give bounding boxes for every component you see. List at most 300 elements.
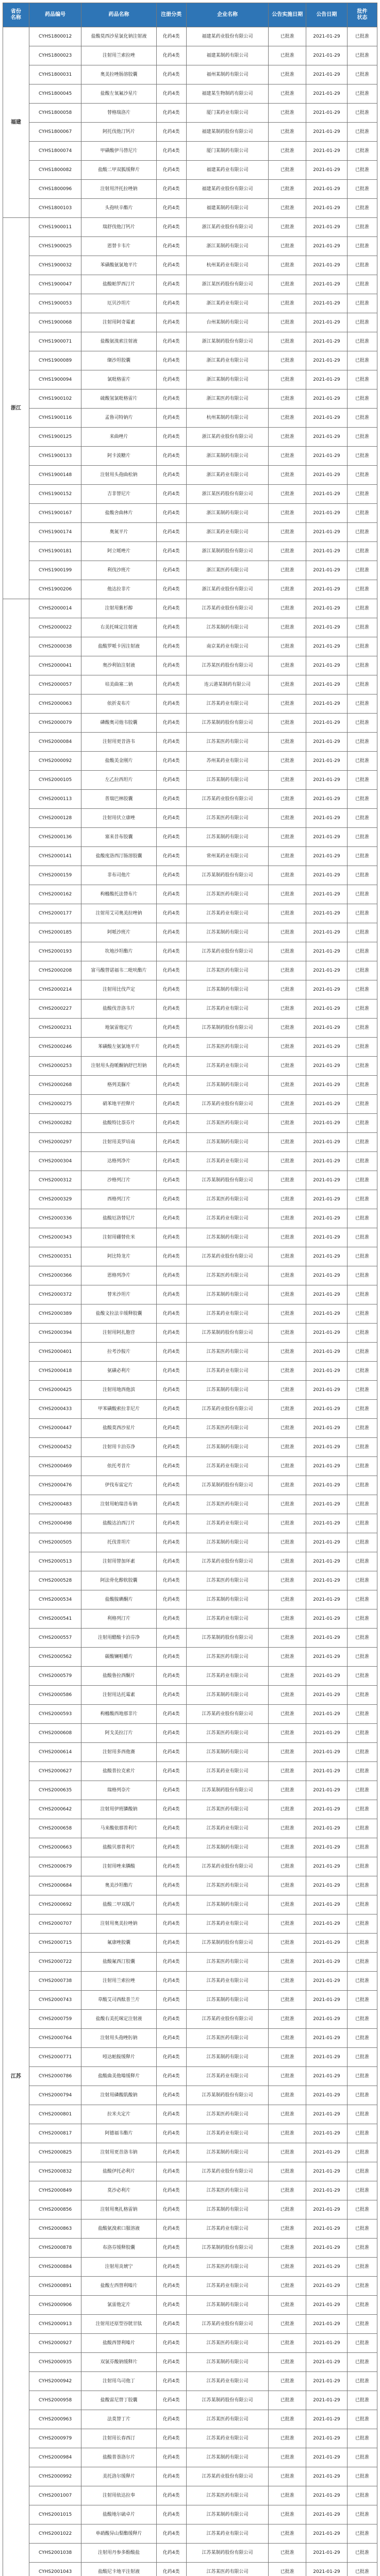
table-cell: 2021-01-29 <box>306 199 348 218</box>
table-cell: 已批准 <box>269 1228 306 1247</box>
table-cell: 恩格列净片 <box>81 1266 156 1285</box>
table-cell: 已批准 <box>269 1038 306 1057</box>
table-cell: 2021-01-29 <box>306 1171 348 1190</box>
table-cell: 已批准 <box>269 580 306 599</box>
table-cell: 已批准 <box>347 294 377 313</box>
table-cell: 江苏某制药有限公司 <box>186 980 269 999</box>
table-row <box>3 1476 377 1495</box>
table-row <box>3 1495 377 1514</box>
table-cell: 2021-01-29 <box>306 1381 348 1400</box>
table-cell: 已批准 <box>347 84 377 104</box>
table-cell: 化药4类 <box>156 942 186 961</box>
table-cell: CYHS2000856 <box>29 2200 81 2219</box>
table-cell: 江苏某医药股份有限公司 <box>186 656 269 675</box>
table-cell: 2021-01-29 <box>306 142 348 161</box>
table-cell: 2021-01-29 <box>306 542 348 561</box>
table-cell: 2021-01-29 <box>306 2143 348 2162</box>
table-row <box>3 466 377 485</box>
table-cell: 盐酸厄洛替尼片 <box>81 1209 156 1228</box>
table-row <box>3 1190 377 1209</box>
table-cell: 莫沙必利片 <box>81 2181 156 2200</box>
table-row <box>3 1781 377 1800</box>
table-row <box>3 1686 377 1705</box>
table-cell: 已批准 <box>347 923 377 942</box>
table-row <box>3 675 377 694</box>
table-cell: 2021-01-29 <box>306 46 348 65</box>
table-cell: 2021-01-29 <box>306 2505 348 2524</box>
table-cell: 已批准 <box>347 123 377 142</box>
table-cell: 化药4类 <box>156 1838 186 1857</box>
table-cell: 2021-01-29 <box>306 1438 348 1457</box>
table-cell: CYHS1900032 <box>29 256 81 275</box>
table-cell: 化药4类 <box>156 1114 186 1133</box>
table-row <box>3 809 377 828</box>
table-cell: 已批准 <box>347 809 377 828</box>
table-cell: 已批准 <box>347 1686 377 1705</box>
table-row <box>3 237 377 256</box>
table-cell: 2021-01-29 <box>306 1362 348 1381</box>
table-cell: CYHS2000084 <box>29 733 81 752</box>
table-cell: 已批准 <box>347 1400 377 1419</box>
table-cell: 吉非替尼片 <box>81 485 156 504</box>
table-cell: 江苏某药业有限公司 <box>186 2067 269 2086</box>
table-cell: CYHS2000372 <box>29 1285 81 1304</box>
table-cell: 化药4类 <box>156 1381 186 1400</box>
province-cell: 浙江 <box>3 218 29 599</box>
table-cell: 达格列净片 <box>81 1152 156 1171</box>
table-cell: 已批准 <box>347 790 377 809</box>
table-cell: 已批准 <box>347 2353 377 2372</box>
table-row <box>3 2162 377 2181</box>
table-cell: CYHS2000128 <box>29 809 81 828</box>
table-cell: 江苏某制药股份有限公司 <box>186 2391 269 2410</box>
table-cell: 已批准 <box>347 2372 377 2391</box>
header-cell: 药品名称 <box>81 3 156 27</box>
table-cell: CYHS1900025 <box>29 237 81 256</box>
table-cell: 已批准 <box>347 961 377 980</box>
table-cell: CYHS2001015 <box>29 2505 81 2524</box>
table-row <box>3 313 377 332</box>
table-cell: 江苏某制药有限公司 <box>186 1228 269 1247</box>
table-cell: CYHS1800045 <box>29 84 81 104</box>
table-cell: 2021-01-29 <box>306 809 348 828</box>
table-cell: 已批准 <box>347 389 377 409</box>
table-cell: 注射用唑来膦酸 <box>81 1857 156 1876</box>
table-cell: 江苏某医药有限公司 <box>186 2334 269 2353</box>
table-cell: 已批准 <box>347 275 377 294</box>
table-cell: 化药4类 <box>156 46 186 65</box>
table-cell: 非布司他片 <box>81 866 156 885</box>
table-cell: CYHS2000794 <box>29 2086 81 2105</box>
table-cell: 2021-01-29 <box>306 2200 348 2219</box>
table-cell: 已批准 <box>269 2200 306 2219</box>
table-cell: 化药4类 <box>156 1781 186 1800</box>
table-cell: 已批准 <box>269 1285 306 1304</box>
table-cell: 已批准 <box>347 2258 377 2277</box>
table-cell: 已批准 <box>347 1495 377 1514</box>
province-cell: 江苏 <box>3 599 29 2576</box>
table-cell: CYHS2000208 <box>29 961 81 980</box>
table-cell: 阿戈美拉汀片 <box>81 1724 156 1743</box>
table-cell: 已批准 <box>347 504 377 523</box>
table-cell: 已批准 <box>347 1876 377 1895</box>
table-cell: 注射用兰索拉唑 <box>81 1972 156 1991</box>
table-cell: 注射用地西他滨 <box>81 1381 156 1400</box>
table-cell: CYHS2000336 <box>29 1209 81 1228</box>
table-cell: 江苏某制药有限公司 <box>186 2505 269 2524</box>
table-cell: 化药4类 <box>156 2029 186 2048</box>
table-cell: CYHS1800074 <box>29 142 81 161</box>
table-cell: 化药4类 <box>156 313 186 332</box>
header-row <box>3 3 377 27</box>
table-cell: 江苏某药业股份有限公司 <box>186 2010 269 2029</box>
table-row <box>3 447 377 466</box>
table-cell: 2021-01-29 <box>306 2219 348 2239</box>
table-row <box>3 2353 377 2372</box>
table-cell: 江苏某制药有限公司 <box>186 2448 269 2467</box>
table-cell: 已批准 <box>347 237 377 256</box>
table-cell: 2021-01-29 <box>306 1895 348 1914</box>
table-row <box>3 1571 377 1590</box>
table-cell: 江苏某制药有限公司 <box>186 1991 269 2010</box>
table-cell: 化药4类 <box>156 2353 186 2372</box>
table-cell: CYHS2000505 <box>29 1533 81 1552</box>
table-cell: 塞来昔布胶囊 <box>81 828 156 847</box>
table-cell: 已批准 <box>347 1571 377 1590</box>
table-cell: 已批准 <box>269 2162 306 2181</box>
table-cell: CYHS2000878 <box>29 2239 81 2258</box>
table-cell: 注射用替加环素 <box>81 1552 156 1571</box>
table-cell: 化药4类 <box>156 1762 186 1781</box>
table-row <box>3 694 377 714</box>
table-cell: CYHS2000579 <box>29 1667 81 1686</box>
table-row <box>3 2563 377 2576</box>
table-row <box>3 2410 377 2429</box>
table-cell: CYHS1900167 <box>29 504 81 523</box>
table-cell: 江苏某制药有限公司 <box>186 1533 269 1552</box>
table-cell: 化药4类 <box>156 1667 186 1686</box>
table-cell: 盐酸氟西汀胶囊 <box>81 1953 156 1972</box>
table-cell: 已批准 <box>269 409 306 428</box>
table-cell: 硫酸氢氯吡格雷片 <box>81 389 156 409</box>
table-cell: CYHS2000627 <box>29 1762 81 1781</box>
table-cell: 2021-01-29 <box>306 2486 348 2505</box>
table-cell: CYHS2000177 <box>29 904 81 923</box>
table-row <box>3 104 377 123</box>
table-cell: 2021-01-29 <box>306 466 348 485</box>
table-cell: CYHS2000863 <box>29 2219 81 2239</box>
table-row <box>3 1304 377 1324</box>
table-row <box>3 656 377 675</box>
table-cell: 2021-01-29 <box>306 351 348 370</box>
table-cell: CYHS1800067 <box>29 123 81 142</box>
table-cell: 2021-01-29 <box>306 1514 348 1533</box>
table-cell: 已批准 <box>347 1609 377 1629</box>
table-cell: 孟鲁司特钠片 <box>81 409 156 428</box>
table-cell: 化药4类 <box>156 389 186 409</box>
table-cell: 2021-01-29 <box>306 447 348 466</box>
table-cell: 已批准 <box>347 1247 377 1266</box>
table-cell: 化药4类 <box>156 1209 186 1228</box>
table-cell: 已批准 <box>269 1019 306 1038</box>
table-cell: 江苏某医药有限公司 <box>186 2486 269 2505</box>
table-row <box>3 2296 377 2315</box>
table-cell: 浙江某医药有限公司 <box>186 389 269 409</box>
table-cell: 盐酸度洛西汀肠溶胶囊 <box>81 847 156 866</box>
table-cell: 沙格列汀片 <box>81 1171 156 1190</box>
table-row <box>3 2105 377 2124</box>
table-cell: 格列美脲片 <box>81 1076 156 1095</box>
table-cell: 化药4类 <box>156 294 186 313</box>
table-cell: 2021-01-29 <box>306 1247 348 1266</box>
table-cell: 2021-01-29 <box>306 2105 348 2124</box>
table-cell: CYHS2000891 <box>29 2277 81 2296</box>
table-cell: CYHS2000483 <box>29 1495 81 1514</box>
table-row <box>3 2029 377 2048</box>
table-cell: 已批准 <box>269 714 306 733</box>
table-cell: 常州某药业有限公司 <box>186 847 269 866</box>
table-row <box>3 84 377 104</box>
table-cell: 江苏某制药有限公司 <box>186 1076 269 1095</box>
table-row <box>3 123 377 142</box>
table-cell: 已批准 <box>269 2181 306 2200</box>
table-cell: 江苏某制药股份有限公司 <box>186 1476 269 1495</box>
table-cell: CYHS2000057 <box>29 675 81 694</box>
table-cell: 2021-01-29 <box>306 294 348 313</box>
table-cell: 已批准 <box>269 1819 306 1838</box>
table-cell: 2021-01-29 <box>306 1114 348 1133</box>
table-cell: CYHS2000312 <box>29 1171 81 1190</box>
table-cell: 依折麦布片 <box>81 694 156 714</box>
table-cell: 江苏某医药有限公司 <box>186 809 269 828</box>
table-cell: 盐酸曲美他嗪缓释片 <box>81 2067 156 2086</box>
table-cell: 浙江某制药有限公司 <box>186 370 269 389</box>
table-cell: 已批准 <box>269 485 306 504</box>
table-cell: 2021-01-29 <box>306 2239 348 2258</box>
table-cell: CYHS2000593 <box>29 1705 81 1724</box>
table-cell: 2021-01-29 <box>306 656 348 675</box>
table-cell: 2021-01-29 <box>306 1152 348 1171</box>
table-cell: 2021-01-29 <box>306 218 348 237</box>
table-cell: 江苏某制药股份有限公司 <box>186 866 269 885</box>
table-cell: 已批准 <box>269 1095 306 1114</box>
table-cell: CYHS2000159 <box>29 866 81 885</box>
table-cell: 注射用兰索拉唑 <box>81 46 156 65</box>
table-cell: CYHS2000715 <box>29 1934 81 1953</box>
table-cell: 2021-01-29 <box>306 1914 348 1934</box>
table-cell: CYHS2000351 <box>29 1247 81 1266</box>
table-cell: 盐酸鲁拉西酮片 <box>81 1667 156 1686</box>
table-cell: 化药4类 <box>156 2277 186 2296</box>
table-cell: 2021-01-29 <box>306 256 348 275</box>
table-cell: 注射用更昔洛韦钠 <box>81 2143 156 2162</box>
table-cell: 已批准 <box>269 1857 306 1876</box>
table-cell: 化药4类 <box>156 866 186 885</box>
table-cell: 已批准 <box>269 1381 306 1400</box>
table-cell: 阿卡波糖片 <box>81 447 156 466</box>
table-cell: 已批准 <box>269 84 306 104</box>
table-row <box>3 351 377 370</box>
table-row <box>3 199 377 218</box>
table-cell: 江苏某医药有限公司 <box>186 1724 269 1743</box>
table-cell: 已批准 <box>347 428 377 447</box>
table-cell: 已批准 <box>347 561 377 580</box>
table-row <box>3 485 377 504</box>
table-cell: 化药4类 <box>156 1876 186 1895</box>
table-cell: 已批准 <box>269 1266 306 1285</box>
table-cell: 已批准 <box>347 1419 377 1438</box>
table-cell: 已批准 <box>347 1228 377 1247</box>
table-cell: 江苏某药业有限公司 <box>186 1762 269 1781</box>
table-cell: 注射用头孢曲松钠 <box>81 466 156 485</box>
table-cell: 2021-01-29 <box>306 1590 348 1609</box>
table-cell: 化药4类 <box>156 2372 186 2391</box>
table-cell: 江苏某药业股份有限公司 <box>186 1552 269 1571</box>
table-cell: 已批准 <box>269 2410 306 2429</box>
table-cell: 已批准 <box>269 2448 306 2467</box>
table-cell: 氯吡格雷片 <box>81 370 156 389</box>
table-cell: 已批准 <box>347 2124 377 2143</box>
table-row <box>3 771 377 790</box>
table-cell: 2021-01-29 <box>306 180 348 199</box>
table-cell: 浙江某药业股份有限公司 <box>186 580 269 599</box>
table-cell: 阿立哌唑片 <box>81 542 156 561</box>
table-cell: 江苏某药业股份有限公司 <box>186 790 269 809</box>
table-cell: 已批准 <box>269 1800 306 1819</box>
table-cell: CYHS2000825 <box>29 2143 81 2162</box>
table-row <box>3 1457 377 1476</box>
table-cell: 江苏某药业股份有限公司 <box>186 2162 269 2181</box>
table-cell: 化药4类 <box>156 1629 186 1648</box>
header-cell: 注册分类 <box>156 3 186 27</box>
table-cell: 奥美沙坦酯片 <box>81 1876 156 1895</box>
table-cell: 盐酸伊托必利片 <box>81 2162 156 2181</box>
table-row <box>3 618 377 637</box>
table-cell: 江苏某医药有限公司 <box>186 1419 269 1438</box>
table-cell: 已批准 <box>347 1304 377 1324</box>
table-cell: 化药4类 <box>156 1457 186 1476</box>
table-cell: 已批准 <box>347 980 377 999</box>
table-row <box>3 2277 377 2296</box>
table-cell: 2021-01-29 <box>306 1457 348 1476</box>
table-cell: 2021-01-29 <box>306 313 348 332</box>
table-cell: 化药4类 <box>156 1552 186 1571</box>
table-cell: 盐酸雷尼替丁胶囊 <box>81 2391 156 2410</box>
table-cell: 已批准 <box>347 65 377 84</box>
table-header <box>3 3 377 27</box>
table-cell: 已批准 <box>269 1457 306 1476</box>
table-cell: 氯雷他定片 <box>81 2296 156 2315</box>
table-cell: 化药4类 <box>156 2524 186 2544</box>
table-cell: 2021-01-29 <box>306 1076 348 1095</box>
table-cell: 化药4类 <box>156 714 186 733</box>
table-cell: 2021-01-29 <box>306 1057 348 1076</box>
table-cell: 江苏某制药有限公司 <box>186 1438 269 1457</box>
table-cell: 已批准 <box>269 294 306 313</box>
table-cell: 江苏某制药有限公司 <box>186 923 269 942</box>
table-cell: 甲磺酸伊马替尼片 <box>81 142 156 161</box>
table-row <box>3 2429 377 2448</box>
table-cell: 已批准 <box>269 218 306 237</box>
table-cell: CYHS2000927 <box>29 2334 81 2353</box>
table-cell: 2021-01-29 <box>306 409 348 428</box>
table-cell: 化药4类 <box>156 809 186 828</box>
table-cell: 已批准 <box>269 237 306 256</box>
table-row <box>3 1800 377 1819</box>
table-cell: 已批准 <box>347 332 377 351</box>
table-cell: CYHS2000722 <box>29 1953 81 1972</box>
table-cell: 2021-01-29 <box>306 1400 348 1419</box>
table-cell: 右美托咪定注射液 <box>81 618 156 637</box>
table-cell: 2021-01-29 <box>306 885 348 904</box>
table-cell: 苯磺酸氨氯地平片 <box>81 256 156 275</box>
table-cell: CYHS1900125 <box>29 428 81 447</box>
table-cell: 阿法骨化醇软胶囊 <box>81 1571 156 1590</box>
table-cell: 化药4类 <box>156 2486 186 2505</box>
table-cell: 2021-01-29 <box>306 1648 348 1667</box>
table-cell: 江苏某医药有限公司 <box>186 2410 269 2429</box>
table-cell: 浙江某药业有限公司 <box>186 466 269 485</box>
table-cell: 江苏某医药有限公司 <box>186 885 269 904</box>
table-cell: 2021-01-29 <box>306 1038 348 1057</box>
table-cell: 盐酸氨溴索口服溶液 <box>81 2219 156 2239</box>
table-cell: 已批准 <box>347 1152 377 1171</box>
table-cell: 注射用依达拉奉 <box>81 2486 156 2505</box>
table-cell: 盐酸二甲双胍缓释片 <box>81 161 156 180</box>
table-cell: 地氯雷他定片 <box>81 1019 156 1038</box>
table-cell: 盐酸二甲双胍片 <box>81 1895 156 1914</box>
table-cell: 已批准 <box>269 2334 306 2353</box>
table-cell: CYHS1900133 <box>29 447 81 466</box>
table-cell: 2021-01-29 <box>306 2086 348 2105</box>
table-cell: 已批准 <box>269 447 306 466</box>
table-row <box>3 2391 377 2410</box>
table-row <box>3 1324 377 1343</box>
table-cell: 已批准 <box>347 1019 377 1038</box>
table-cell: 已批准 <box>347 2391 377 2410</box>
table-cell: 2021-01-29 <box>306 2296 348 2315</box>
table-cell: 2021-01-29 <box>306 1629 348 1648</box>
table-cell: 已批准 <box>269 256 306 275</box>
table-cell: 江苏某药业有限公司 <box>186 2124 269 2143</box>
table-cell: 已批准 <box>347 656 377 675</box>
table-row <box>3 218 377 237</box>
table-cell: 已批准 <box>269 904 306 923</box>
table-cell: 江苏某医药有限公司 <box>186 1953 269 1972</box>
table-row <box>3 2239 377 2258</box>
table-cell: 盐酸舍曲林片 <box>81 504 156 523</box>
table-cell: CYHS2000433 <box>29 1400 81 1419</box>
table-cell: 浙江某制药有限公司 <box>186 447 269 466</box>
table-cell: 2021-01-29 <box>306 999 348 1019</box>
table-row <box>3 961 377 980</box>
table-cell: 注射用多西他赛 <box>81 1743 156 1762</box>
table-cell: 2021-01-29 <box>306 714 348 733</box>
table-cell: 已批准 <box>269 332 306 351</box>
table-cell: 化药4类 <box>156 1972 186 1991</box>
table-cell: 江苏某药业股份有限公司 <box>186 599 269 618</box>
table-cell: CYHS1900094 <box>29 370 81 389</box>
table-cell: 已批准 <box>347 523 377 542</box>
table-cell: 2021-01-29 <box>306 1609 348 1629</box>
table-cell: CYHS2001038 <box>29 2544 81 2563</box>
table-cell: 化药4类 <box>156 1304 186 1324</box>
table-cell: 已批准 <box>269 2048 306 2067</box>
table-cell: 江苏某药业有限公司 <box>186 999 269 1019</box>
table-row <box>3 2524 377 2544</box>
table-cell: 江苏某制药有限公司 <box>186 1895 269 1914</box>
table-row <box>3 1228 377 1247</box>
